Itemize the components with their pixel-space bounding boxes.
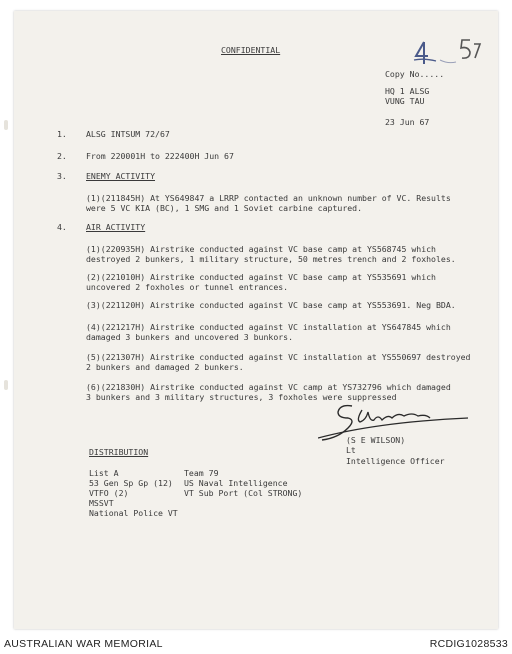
distribution-heading: DISTRIBUTION (89, 447, 149, 457)
location: VUNG TAU (385, 96, 425, 106)
punch-mark (4, 120, 8, 130)
item-number: 1. (57, 129, 67, 139)
archive-record-id: RCDIG1028533 (429, 638, 508, 650)
signatory-name: (S E WILSON) (346, 435, 406, 445)
distribution-entry: List A (89, 468, 119, 478)
item-number: 3. (57, 171, 67, 181)
distribution-entry: National Police VT (89, 508, 178, 518)
air-activity-line: (6)(221830H) Airstrike conducted against VC camp at YS732796 which damaged (86, 382, 451, 392)
archive-credit: AUSTRALIAN WAR MEMORIAL (4, 638, 163, 650)
intsum-reference: ALSG INTSUM 72/67 (86, 129, 170, 139)
air-activity-line: uncovered 2 foxholes or tunnel entrances. (86, 282, 289, 292)
signatory-rank: Lt (346, 445, 356, 455)
air-activity-line: (5)(221307H) Airstrike conducted against VC installation at YS550697 destroyed (86, 352, 471, 362)
headquarters: HQ 1 ALSG (385, 86, 430, 96)
air-activity-line: (2)(221010H) Airstrike conducted against VC base camp at YS535691 which (86, 272, 436, 282)
signatory-title: Intelligence Officer (346, 456, 445, 466)
copy-number: Copy No..... (385, 69, 445, 79)
distribution-entry: US Naval Intelligence (184, 478, 288, 488)
air-activity-line: 3 bunkers and 3 military structures, 3 foxholes were suppressed (86, 392, 397, 402)
item-number: 4. (57, 222, 67, 232)
enemy-activity-heading: ENEMY ACTIVITY (86, 171, 156, 181)
air-activity-line: 2 bunkers and damaged 2 bunkers. (86, 362, 244, 372)
item-number: 2. (57, 151, 67, 161)
period-covered: From 220001H to 222400H Jun 67 (86, 151, 234, 161)
enemy-activity-line: (1)(211845H) At YS649847 a LRRP contacted an unknown number of VC. Results (86, 193, 451, 203)
distribution-entry: MSSVT (89, 498, 114, 508)
classification: CONFIDENTIAL (221, 45, 281, 55)
distribution-entry: VTFO (2) (89, 488, 129, 498)
distribution-entry: 53 Gen Sp Gp (12) (89, 478, 173, 488)
handwritten-reference-number (412, 34, 482, 68)
punch-mark (4, 380, 8, 390)
document-page (14, 11, 498, 629)
air-activity-line: (1)(220935H) Airstrike conducted against VC base camp at YS568745 which (86, 244, 436, 254)
air-activity-line: damaged 3 bunkers and uncovered 3 bunkors. (86, 332, 294, 342)
document-date: 23 Jun 67 (385, 117, 430, 127)
air-activity-line: destroyed 2 bunkers, 1 military structure, 50 metres trench and 2 foxholes. (86, 254, 456, 264)
distribution-entry: VT Sub Port (Col STRONG) (184, 488, 303, 498)
air-activity-line: (4)(221217H) Airstrike conducted against VC installation at YS647845 which (86, 322, 451, 332)
air-activity-heading: AIR ACTIVITY (86, 222, 146, 232)
air-activity-line: (3)(221120H) Airstrike conducted against VC base camp at YS553691. Neg BDA. (86, 300, 456, 310)
enemy-activity-line: were 5 VC KIA (BC), 1 SMG and 1 Soviet carbine captured. (86, 203, 363, 213)
distribution-entry: Team 79 (184, 468, 219, 478)
